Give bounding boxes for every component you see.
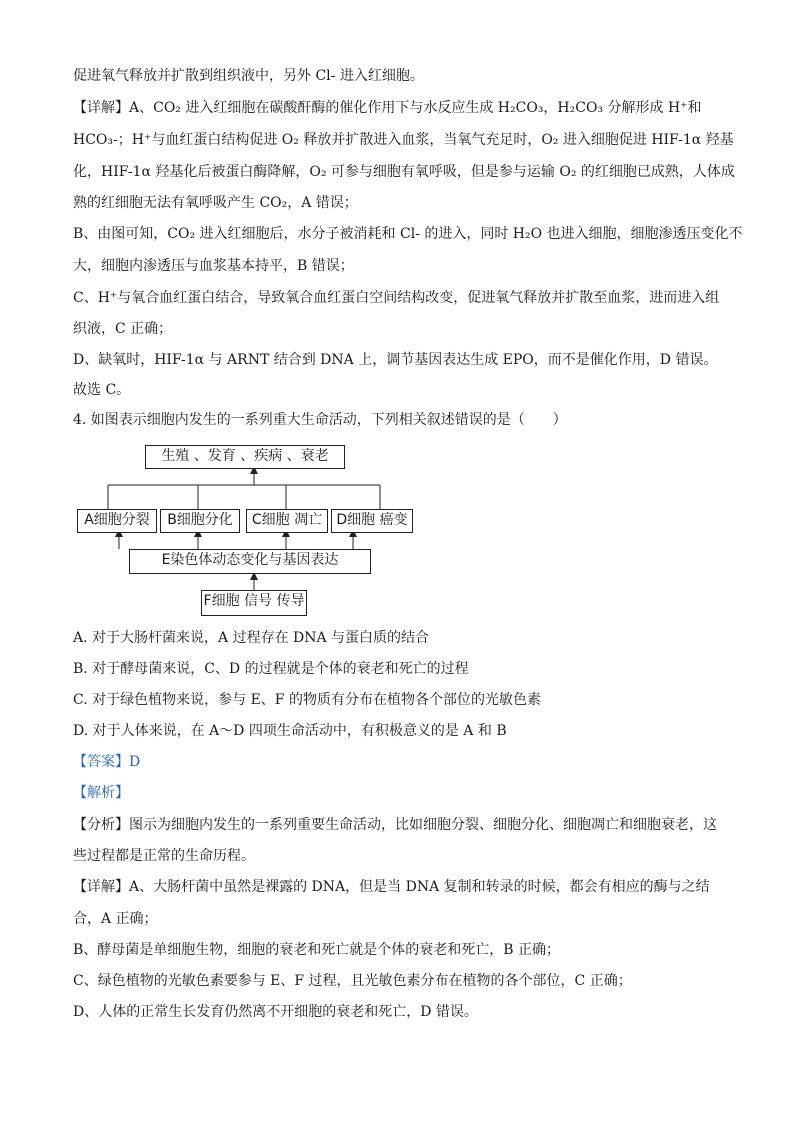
- analysis-label: 【解析】: [73, 785, 129, 801]
- text-line: 些过程都是正常的生命历程。: [73, 848, 255, 864]
- text-line: 【详解】A、CO₂ 进入红细胞在碳酸酐酶的催化作用下与水反应生成 H₂CO₃，H₂CO₃ 分解形成 H⁺和: [73, 100, 702, 116]
- option-b: B. 对于酵母菌来说，C、D 的过程就是个体的衰老和死亡的过程: [73, 661, 469, 677]
- diagram-box-b: B细胞分化: [160, 509, 240, 533]
- text-line: B、由图可知，CO₂ 进入红细胞后，水分子被消耗和 Cl- 的进入，同时 H₂O 也进入细胞，细胞渗透压变化不: [73, 226, 743, 242]
- text-line: HCO₃-；H⁺与血红蛋白结构促进 O₂ 释放并扩散进入血浆，当氧气充足时，O₂ 进入细胞促进 HIF-1α 羟基: [73, 132, 734, 148]
- diagram-box-e: E染色体动态变化与基因表达: [129, 549, 371, 574]
- text-line: 故选 C。: [73, 382, 131, 398]
- text-line: 【分析】图示为细胞内发生的一系列重要生命活动，比如细胞分裂、细胞分化、细胞凋亡和细胞衰老，这: [73, 817, 717, 833]
- text-line: D、人体的正常生长发育仍然离不开细胞的衰老和死亡，D 错误。: [73, 1004, 478, 1020]
- text-line: 化，HIF-1α 羟基化后被蛋白酶降解，O₂ 可参与细胞有氧呼吸，但是参与运输 O₂ 的红细胞已成熟，人体成: [73, 164, 735, 180]
- diagram-box-c: C细胞 凋亡: [246, 509, 328, 533]
- option-d: D. 对于人体来说，在 A～D 四项生命活动中，有积极意义的是 A 和 B: [73, 723, 507, 739]
- diagram-box-top: 生殖 、发育 、疾病 、衰老: [145, 445, 345, 469]
- option-c: C. 对于绿色植物来说，参与 E、F 的物质有分布在植物各个部位的光敏色素: [73, 692, 541, 708]
- text-line: C、绿色植物的光敏色素要参与 E、F 过程，且光敏色素分布在植物的各个部位，C 正确；: [73, 973, 632, 989]
- text-line: 熟的红细胞无法有氧呼吸产生 CO₂，A 错误；: [73, 195, 358, 211]
- option-a: A. 对于大肠杆菌来说，A 过程存在 DNA 与蛋白质的结合: [73, 630, 430, 646]
- diagram-box-d: D细胞 癌变: [331, 509, 413, 533]
- text-line: 大，细胞内渗透压与血浆基本持平，B 错误；: [73, 258, 354, 274]
- text-line: 织液，C 正确；: [73, 321, 173, 337]
- diagram-box-a: A细胞分裂: [77, 509, 157, 533]
- text-line: 合，A 正确；: [73, 911, 158, 927]
- text-line: 【详解】A、大肠杆菌中虽然是裸露的 DNA，但是当 DNA 复制和转录的时候，都会有相应的酶与之结: [73, 879, 710, 895]
- text-line: D、缺氧时，HIF-1α 与 ARNT 结合到 DNA 上，调节基因表达生成 EPO，而不是催化作用，D 错误。: [73, 352, 718, 368]
- text-line: C、H⁺与氧合血红蛋白结合，导致氧合血红蛋白空间结构改变，促进氧气释放并扩散至血浆，进而进入组: [73, 290, 720, 306]
- answer-label: 【答案】D: [73, 754, 141, 770]
- diagram-box-f: F细胞 信号 传导: [201, 590, 307, 616]
- question-stem: 4. 如图表示细胞内发生的一系列重大生命活动，下列相关叙述错误的是（ ）: [73, 412, 567, 428]
- text-line: 促进氧气释放并扩散到组织液中，另外 Cl- 进入红细胞。: [73, 68, 424, 84]
- text-line: B、酵母菌是单细胞生物，细胞的衰老和死亡就是个体的衰老和死亡，B 正确；: [73, 942, 561, 958]
